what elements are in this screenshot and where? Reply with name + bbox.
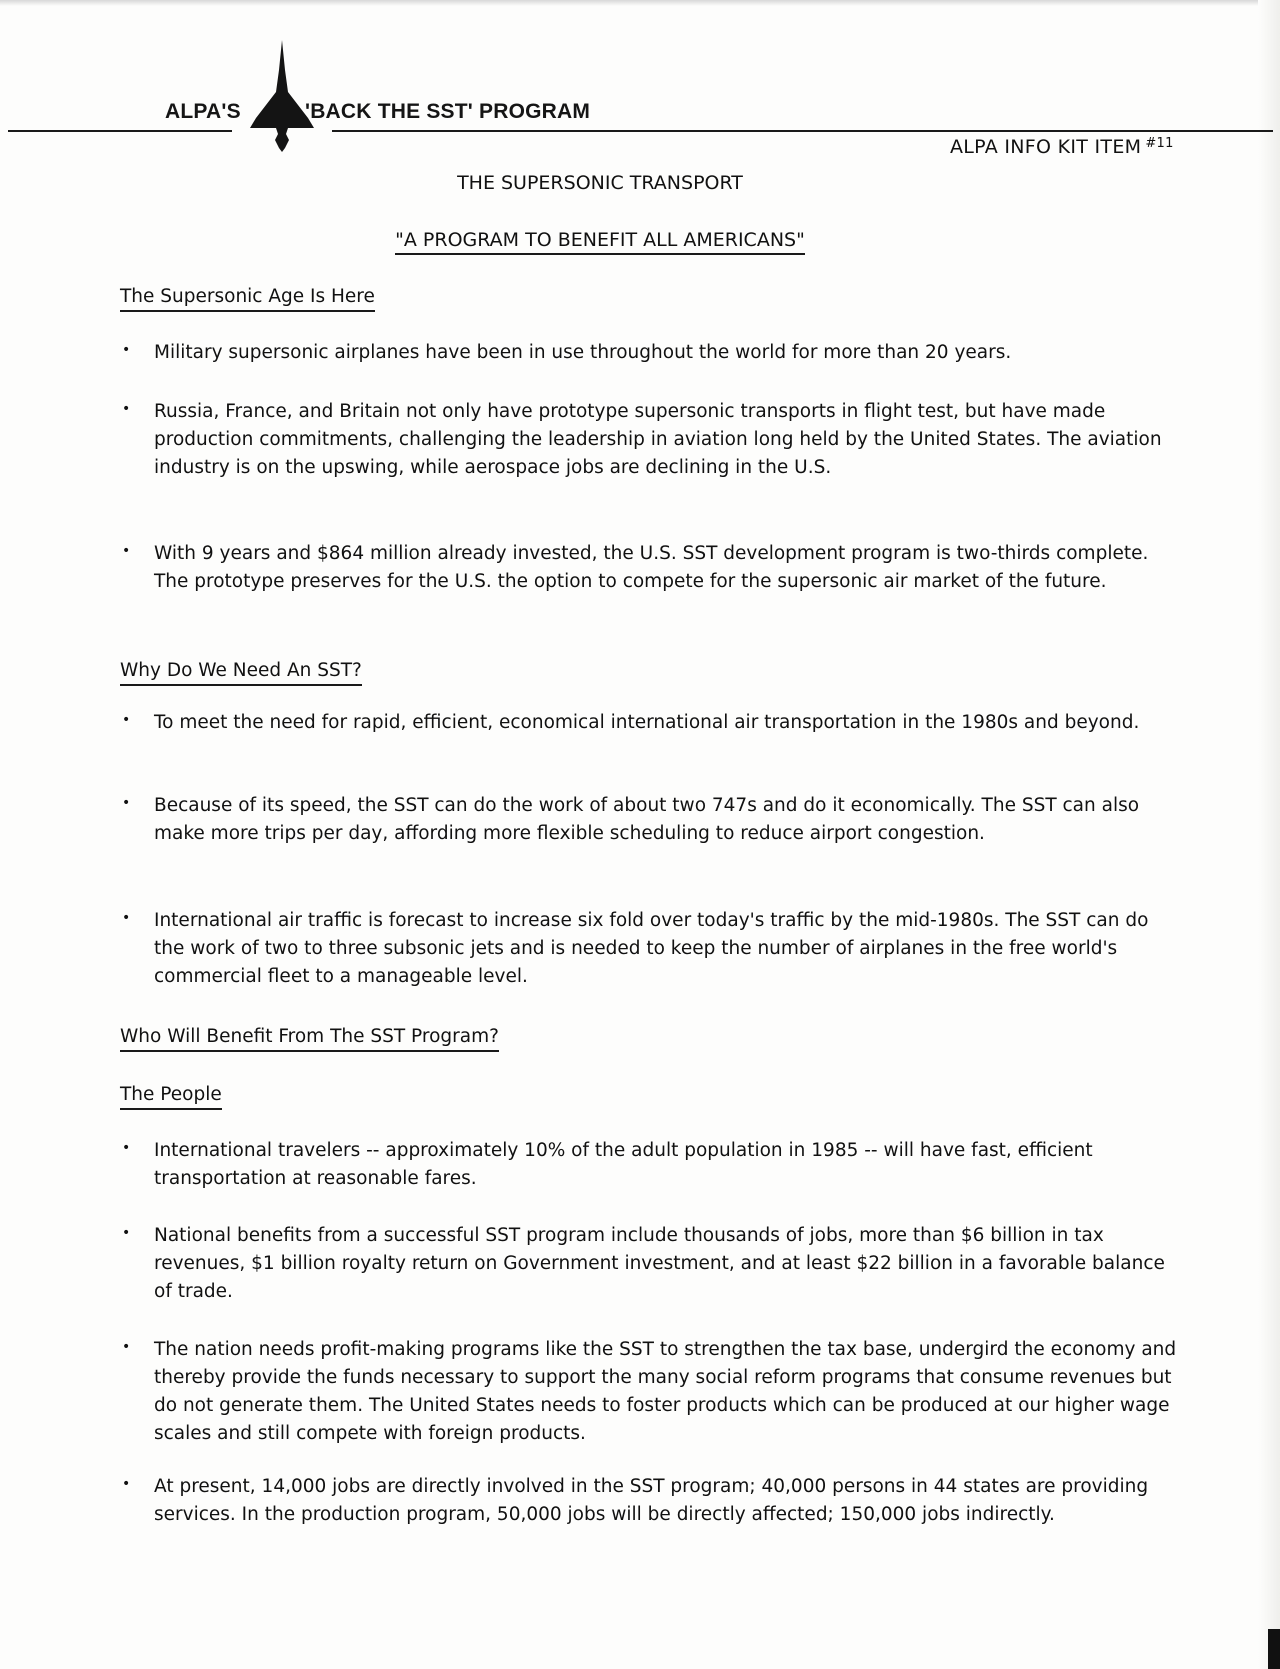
section-heading-the-people (120, 1084, 1180, 1110)
bullet-item (120, 792, 1180, 848)
document-title: THE SUPERSONIC TRANSPORT (457, 172, 743, 194)
bullet-dot-icon: • (122, 910, 131, 926)
kit-item-number: #11 (1145, 136, 1174, 151)
bullet-dot-icon: • (122, 1225, 131, 1241)
bullet-text: International travelers -- approximately 10% of the adult population in 1985 -- will have fast, efficient transportation at reasonable fares. (154, 1140, 1093, 1189)
bullet-item (120, 1473, 1180, 1529)
bullet-item (120, 339, 1180, 367)
bullet-dot-icon: • (122, 1140, 131, 1156)
bullet-dot-icon: • (122, 401, 131, 417)
bullet-text: To meet the need for rapid, efficient, economical international air transportation in the 1980s and beyond. (154, 712, 1140, 733)
bullet-text: At present, 14,000 jobs are directly involved in the SST program; 40,000 persons in 44 states are providing services. In the production program, 50,000 jobs will be directly affected; 150,000 jobs indirectly. (154, 1476, 1149, 1525)
kit-item-label (950, 136, 1174, 158)
scan-corner-mark (1268, 1629, 1280, 1669)
bullet-text: National benefits from a successful SST program include thousands of jobs, more than $6 billion in tax revenues, $1 billion royalty return on Government investment, and at least $22 billion in a favorable balance of trade. (154, 1225, 1165, 1302)
bullet-text: The nation needs profit-making programs like the SST to strengthen the tax base, undergird the economy and thereby provide the funds necessary to support the many social reform programs that consume revenues but do not generate them. The United States needs to foster products which can be produced at our higher wage scales and still compete with foreign products. (154, 1339, 1177, 1444)
bullet-dot-icon: • (122, 795, 131, 811)
masthead-left-text: ALPA'S (165, 100, 241, 123)
section-heading: The Supersonic Age Is Here (120, 286, 375, 312)
document-subtitle-wrap (0, 229, 1200, 251)
bullet-text: Russia, France, and Britain not only have prototype supersonic transports in flight test, but have made production commitments, challenging the leadership in aviation long held by the United States. The aviation industry is on the upswing, while aerospace jobs are declining in the U.S. (154, 401, 1162, 478)
bullet-item (120, 1137, 1180, 1193)
section-heading: Who Will Benefit From The SST Program? (120, 1026, 499, 1052)
bullet-dot-icon: • (122, 1476, 131, 1492)
section-heading: Why Do We Need An SST? (120, 660, 362, 686)
bullet-item (120, 1336, 1180, 1448)
masthead-program-title: 'BACK THE SST' PROGRAM (305, 100, 591, 123)
bullet-item (120, 1222, 1180, 1306)
bullet-dot-icon: • (122, 543, 131, 559)
section-heading-supersonic-age (120, 286, 1180, 312)
bullet-item (120, 709, 1180, 737)
bullet-text: Military supersonic airplanes have been in use throughout the world for more than 20 years. (154, 342, 1012, 363)
section-heading-who-benefits (120, 1026, 1180, 1052)
bullet-dot-icon: • (122, 342, 131, 358)
bullet-item (120, 540, 1180, 596)
bullet-item (120, 907, 1180, 991)
document-subtitle: "A PROGRAM TO BENEFIT ALL AMERICANS" (395, 229, 805, 255)
section-heading: The People (120, 1084, 222, 1110)
bullet-dot-icon: • (122, 1339, 131, 1355)
page-right-edge (1258, 0, 1280, 1669)
bullet-text: With 9 years and $864 million already invested, the U.S. SST development program is two-thirds complete. The prototype preserves for the U.S. the option to compete for the supersonic air market of the future. (154, 543, 1149, 592)
bullet-text: Because of its speed, the SST can do the work of about two 747s and do it economically. The SST can also make more trips per day, affording more flexible scheduling to reduce airport congestion. (154, 795, 1140, 844)
section-heading-why-sst (120, 660, 1180, 686)
bullet-text: International air traffic is forecast to increase six fold over today's traffic by the mid-1980s. The SST can do the work of two to three subsonic jets and is needed to keep the number of airplanes in the free world's commercial fleet to a manageable level. (154, 910, 1149, 987)
bullet-dot-icon: • (122, 712, 131, 728)
supersonic-jet-icon (232, 40, 332, 155)
kit-item-text: ALPA INFO KIT ITEM (950, 136, 1142, 158)
masthead-rule (8, 130, 1273, 132)
bullet-item (120, 398, 1180, 482)
page-top-edge (0, 0, 1280, 6)
